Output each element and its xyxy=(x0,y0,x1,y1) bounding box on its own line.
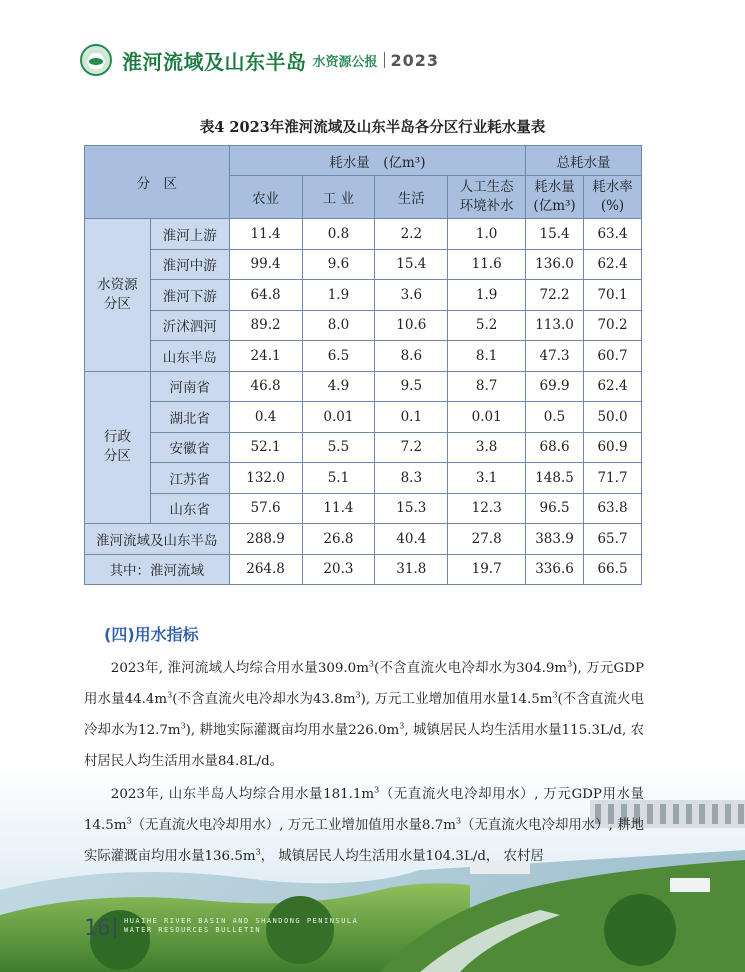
row-name: 淮河中游 xyxy=(150,249,229,280)
table-cell: 63.4 xyxy=(584,219,642,250)
row-name: 山东省 xyxy=(150,493,229,524)
table-cell: 1.9 xyxy=(302,280,375,311)
table-cell: 3.6 xyxy=(375,280,448,311)
header-divider xyxy=(384,52,385,68)
table-cell: 0.01 xyxy=(448,402,526,433)
total-row-name: 淮河流域及山东半岛 xyxy=(85,524,230,555)
header-total: 总耗水量 xyxy=(526,146,642,176)
table-cell: 47.3 xyxy=(526,341,584,372)
table-body xyxy=(85,219,642,585)
table-cell: 40.4 xyxy=(375,524,448,555)
table-cell: 64.8 xyxy=(229,280,302,311)
table-caption: 表4 2023年淮河流域及山东半岛各分区行业耗水量表 xyxy=(199,119,546,136)
table-cell: 0.1 xyxy=(375,402,448,433)
table-row xyxy=(85,280,642,311)
row-name: 沂沭泗河 xyxy=(150,310,229,341)
total-row xyxy=(85,554,642,585)
table-cell: 0.8 xyxy=(302,219,375,250)
header-life: 生活 xyxy=(375,176,448,219)
page-number: 16 xyxy=(84,916,111,941)
table-cell: 63.8 xyxy=(584,493,642,524)
table-cell: 20.3 xyxy=(302,554,375,585)
table-cell: 12.3 xyxy=(448,493,526,524)
table-row xyxy=(85,341,642,372)
header-year: 2023 xyxy=(390,50,440,70)
table-cell: 19.7 xyxy=(448,554,526,585)
table-cell: 5.5 xyxy=(302,432,375,463)
group-label-line: 分区 xyxy=(103,448,131,465)
table-cell: 70.2 xyxy=(584,310,642,341)
table-cell: 69.9 xyxy=(526,371,584,402)
table-cell: 5.1 xyxy=(302,463,375,494)
table-cell: 96.5 xyxy=(526,493,584,524)
header-eco-line1: 人工生态 xyxy=(459,179,514,195)
table-row xyxy=(85,371,642,402)
table-cell: 26.8 xyxy=(302,524,375,555)
row-name: 湖北省 xyxy=(150,402,229,433)
table-cell: 27.8 xyxy=(448,524,526,555)
table-cell: 0.4 xyxy=(229,402,302,433)
table-row xyxy=(85,219,642,250)
table-row xyxy=(85,432,642,463)
table-cell: 10.6 xyxy=(375,310,448,341)
table-cell: 8.0 xyxy=(302,310,375,341)
table-cell: 89.2 xyxy=(229,310,302,341)
table-cell: 65.7 xyxy=(584,524,642,555)
table-cell: 11.4 xyxy=(229,219,302,250)
table-cell: 9.5 xyxy=(375,371,448,402)
section-title: (四)用水指标 xyxy=(104,625,199,644)
table-cell: 15.4 xyxy=(526,219,584,250)
paragraph-huaihe: 2023年, 淮河流域人均综合用水量$309.0m^3$(不含直流火电冷却水为$304.9m^3$), 万元GDP用水量$44.4m^3$(不含直流火电冷却水为$43.8m^3$), 万元工业增加值用水量$14.5m^3$(不含直流火电冷却水为$12.7m^3$), 耕地实际灌溉亩均用水量$226.0m^3$, 城镇居民人均生活用水量115.3L/d, 农村居民人均生活用水量84.8L/d。 xyxy=(84,659,644,769)
page-header xyxy=(80,42,439,78)
table-cell: 2.2 xyxy=(375,219,448,250)
group-label xyxy=(85,219,151,372)
table-cell: 15.3 xyxy=(375,493,448,524)
table-row xyxy=(85,493,642,524)
row-name: 河南省 xyxy=(150,371,229,402)
row-name: 江苏省 xyxy=(150,463,229,494)
table-cell: 60.7 xyxy=(584,341,642,372)
table-cell: 70.1 xyxy=(584,280,642,311)
table-cell: 52.1 xyxy=(229,432,302,463)
table-row xyxy=(85,310,642,341)
table-cell: 15.4 xyxy=(375,249,448,280)
table-cell: 9.6 xyxy=(302,249,375,280)
table-cell: 0.01 xyxy=(302,402,375,433)
row-name: 淮河下游 xyxy=(150,280,229,311)
table-cell: 50.0 xyxy=(584,402,642,433)
table-cell: 8.7 xyxy=(448,371,526,402)
footer-line2: WATER RESOURCES BULLETIN xyxy=(124,926,262,934)
table-cell: 0.5 xyxy=(526,402,584,433)
table-cell: 383.9 xyxy=(526,524,584,555)
table-row xyxy=(85,249,642,280)
header-eco xyxy=(448,176,526,219)
header-region: 分 区 xyxy=(85,146,230,219)
table-cell: 5.2 xyxy=(448,310,526,341)
table-cell: 62.4 xyxy=(584,371,642,402)
table-cell: 57.6 xyxy=(229,493,302,524)
header-rate xyxy=(584,176,642,219)
table-cell: 71.7 xyxy=(584,463,642,494)
table-cell: 113.0 xyxy=(526,310,584,341)
row-name: 安徽省 xyxy=(150,432,229,463)
table-cell: 3.1 xyxy=(448,463,526,494)
bulletin-logo-icon xyxy=(80,44,112,76)
table-cell: 3.8 xyxy=(448,432,526,463)
table-cell: 66.5 xyxy=(584,554,642,585)
group-label xyxy=(85,371,151,524)
table-cell: 62.4 xyxy=(584,249,642,280)
group-label-line: 分区 xyxy=(103,295,131,312)
footer-divider xyxy=(114,918,116,938)
header-rate-line1: 耗水率 xyxy=(592,179,633,195)
header-subtitle: 水资源公报 xyxy=(312,54,378,70)
table-row xyxy=(85,402,642,433)
table-cell: 11.4 xyxy=(302,493,375,524)
header-industry: 工 业 xyxy=(302,176,375,219)
table-cell: 60.9 xyxy=(584,432,642,463)
total-row-name: 其中：淮河流域 xyxy=(85,554,230,585)
table-cell: 136.0 xyxy=(526,249,584,280)
table-cell: 4.9 xyxy=(302,371,375,402)
header-total-amount xyxy=(526,176,584,219)
footer-bulletin-name xyxy=(124,917,358,935)
table-cell: 1.9 xyxy=(448,280,526,311)
header-rate-line2: (%) xyxy=(600,198,625,214)
header-total-amount-line1: 耗水量 xyxy=(534,179,575,195)
total-row xyxy=(85,524,642,555)
water-consumption-table xyxy=(84,145,642,585)
paragraph-shandong: 2023年, 山东半岛人均综合用水量$181.1m^3$（无直流火电冷却用水）, 万元GDP用水量$14.5m^3$（无直流火电冷却用水）, 万元工业增加值用水量$8.7m^3$（无直流火电冷却用水）, 耕地实际灌溉亩均用水量$136.5m^3$， 城镇居民人均生活用水量104.3L/d， 农村居 xyxy=(84,785,644,864)
header-eco-line2: 环境补水 xyxy=(459,198,514,214)
group-label-line: 行政 xyxy=(103,429,131,446)
table-cell: 8.3 xyxy=(375,463,448,494)
row-name: 淮河上游 xyxy=(150,219,229,250)
table-cell: 11.6 xyxy=(448,249,526,280)
group-label-line: 水资源 xyxy=(97,276,138,293)
table-cell: 148.5 xyxy=(526,463,584,494)
row-name: 山东半岛 xyxy=(150,341,229,372)
table-cell: 264.8 xyxy=(229,554,302,585)
header-total-amount-line2: (亿m³) xyxy=(533,198,576,214)
table-cell: 46.8 xyxy=(229,371,302,402)
header-consumption: 耗水量 (亿m³) xyxy=(229,146,525,176)
table-cell: 72.2 xyxy=(526,280,584,311)
table-cell: 6.5 xyxy=(302,341,375,372)
table-cell: 1.0 xyxy=(448,219,526,250)
table-cell: 8.6 xyxy=(375,341,448,372)
table-cell: 99.4 xyxy=(229,249,302,280)
table-cell: 24.1 xyxy=(229,341,302,372)
header-agri: 农业 xyxy=(229,176,302,219)
table-cell: 132.0 xyxy=(229,463,302,494)
table-cell: 288.9 xyxy=(229,524,302,555)
table-cell: 31.8 xyxy=(375,554,448,585)
table-cell: 7.2 xyxy=(375,432,448,463)
table-row xyxy=(85,463,642,494)
table-cell: 336.6 xyxy=(526,554,584,585)
footer-line1: HUAIHE RIVER BASIN AND SHANDONG PENINSULA xyxy=(124,917,359,925)
table-cell: 68.6 xyxy=(526,432,584,463)
table-cell: 8.1 xyxy=(448,341,526,372)
header-title: 淮河流域及山东半岛 xyxy=(122,49,307,74)
